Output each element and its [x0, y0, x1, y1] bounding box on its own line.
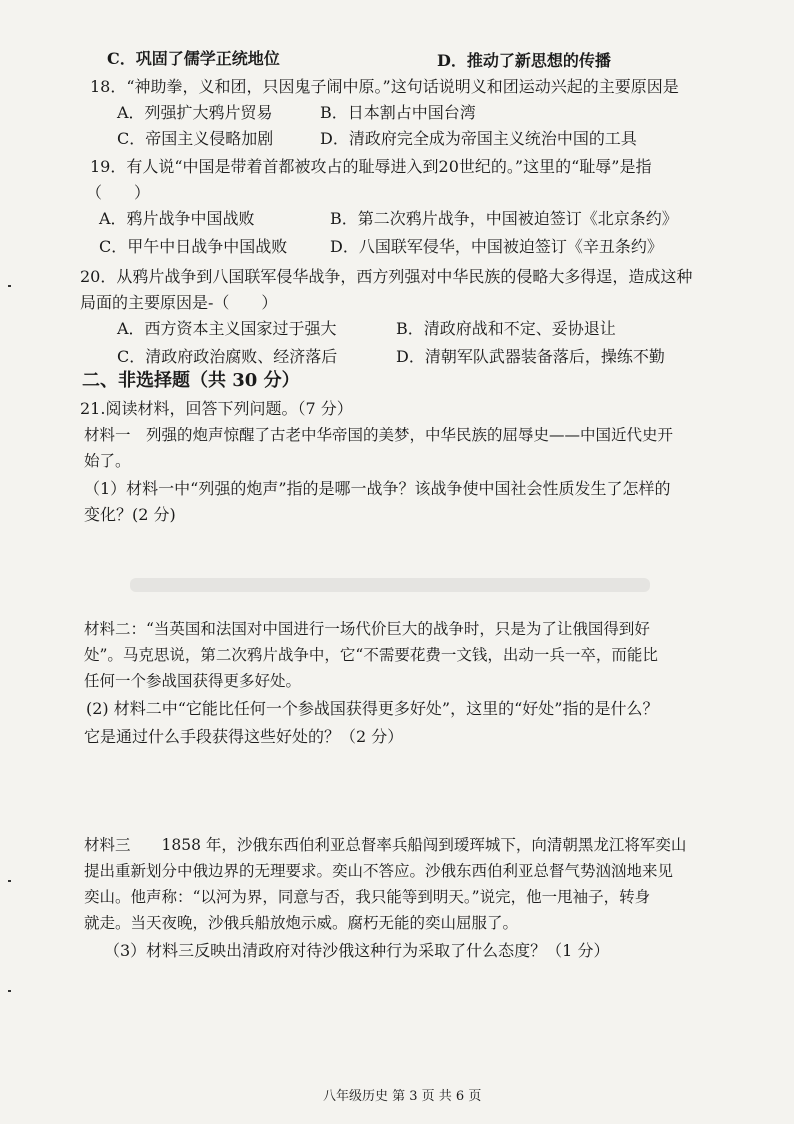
- q21-sub3: （3）材料三反映出清政府对待沙俄这种行为采取了什么态度？（1 分）: [104, 941, 610, 960]
- section2-title: 二、非选择题（共 30 分）: [82, 370, 300, 391]
- q19-answer-paren: （ ）: [86, 183, 151, 202]
- q21-sub1-line2: 变化？(2 分): [84, 505, 176, 524]
- q19-option-b: B．第二次鸦片战争，中国被迫签订《北京条约》: [330, 209, 678, 228]
- scan-mark: [8, 880, 11, 882]
- q18-option-c: C．帝国主义侵略加剧: [117, 129, 274, 148]
- q19-option-d: D．八国联军侵华，中国被迫签订《辛丑条约》: [330, 237, 663, 256]
- q18-option-d: D．清政府完全成为帝国主义统治中国的工具: [320, 129, 637, 148]
- material3-line4: 就走。当天夜晚，沙俄兵船放炮示威。腐朽无能的奕山屈服了。: [84, 914, 519, 932]
- material2-line1: 材料二：“当英国和法国对中国进行一场代价巨大的战争时，只是为了让俄国得到好: [84, 620, 650, 638]
- q20-stem-line2: 局面的主要原因是-（ ）: [80, 293, 278, 312]
- q20-option-c: C．清政府政治腐败、经济落后: [117, 347, 338, 366]
- q20-option-a: A．西方资本主义国家过于强大: [117, 319, 337, 338]
- q17-option-d: D．推动了新思想的传播: [437, 51, 611, 70]
- q21-sub2-line2: 它是通过什么手段获得这些好处的？（2 分）: [84, 727, 404, 746]
- q21-sub1-line1: （1）材料一中“列强的炮声”指的是哪一战争？该战争使中国社会性质发生了怎样的: [84, 479, 671, 498]
- material3-line2: 提出重新划分中俄边界的无理要求。奕山不答应。沙俄东西伯利亚总督气势汹汹地来见: [84, 862, 674, 880]
- q21-stem: 21.阅读材料，回答下列问题。（7 分）: [80, 399, 353, 418]
- q21-sub2-line1: (2) 材料二中“它能比任何一个参战国获得更多好处”，这里的“好处”指的是什么？: [86, 699, 659, 718]
- q19-option-c: C．甲午中日战争中国战败: [99, 237, 288, 256]
- material1-line1: 材料一 列强的炮声惊醒了古老中华帝国的美梦，中华民族的屈辱史——中国近代史开: [84, 426, 674, 444]
- material3-line1: 材料三 1858 年，沙俄东西伯利亚总督率兵船闯到瑷珲城下，向清朝黑龙江将军奕山: [84, 836, 687, 854]
- q20-stem-line1: 20．从鸦片战争到八国联军侵华战争，西方列强对中华民族的侵略大多得逞，造成这种: [80, 267, 693, 286]
- q20-option-b: B．清政府战和不定、妥协退让: [396, 319, 616, 338]
- q18-option-b: B．日本割占中国台湾: [320, 103, 476, 122]
- scan-mark: [8, 285, 11, 287]
- material1-line2: 始了。: [84, 452, 131, 470]
- q20-option-d: D．清朝军队武器装备落后，操练不勤: [396, 347, 665, 366]
- material2-line2: 处”。马克思说，第二次鸦片战争中，它“不需要花费一文钱，出动一兵一卒，而能比: [84, 646, 658, 664]
- page-footer: 八年级历史 第 3 页 共 6 页: [323, 1089, 482, 1104]
- scan-mark: [8, 990, 11, 992]
- q18-option-a: A．列强扩大鸦片贸易: [117, 103, 273, 122]
- material3-line3: 奕山。他声称：“以河为界，同意与否，我只能等到明天。”说完，他一甩袖子，转身: [84, 888, 651, 906]
- q17-option-c: C．巩固了儒学正统地位: [107, 49, 280, 68]
- q19-stem: 19．有人说“中国是带着首都被攻占的耻辱进入到20世纪的。”这里的“耻辱”是指: [90, 157, 652, 176]
- material2-line3: 任何一个参战国获得更多好处。: [84, 672, 302, 690]
- q19-option-a: A．鸦片战争中国战败: [99, 209, 255, 228]
- q18-stem: 18．“神助拳，义和团，只因鬼子闹中原。”这句话说明义和团运动兴起的主要原因是: [90, 77, 679, 96]
- scan-smudge: [130, 578, 650, 592]
